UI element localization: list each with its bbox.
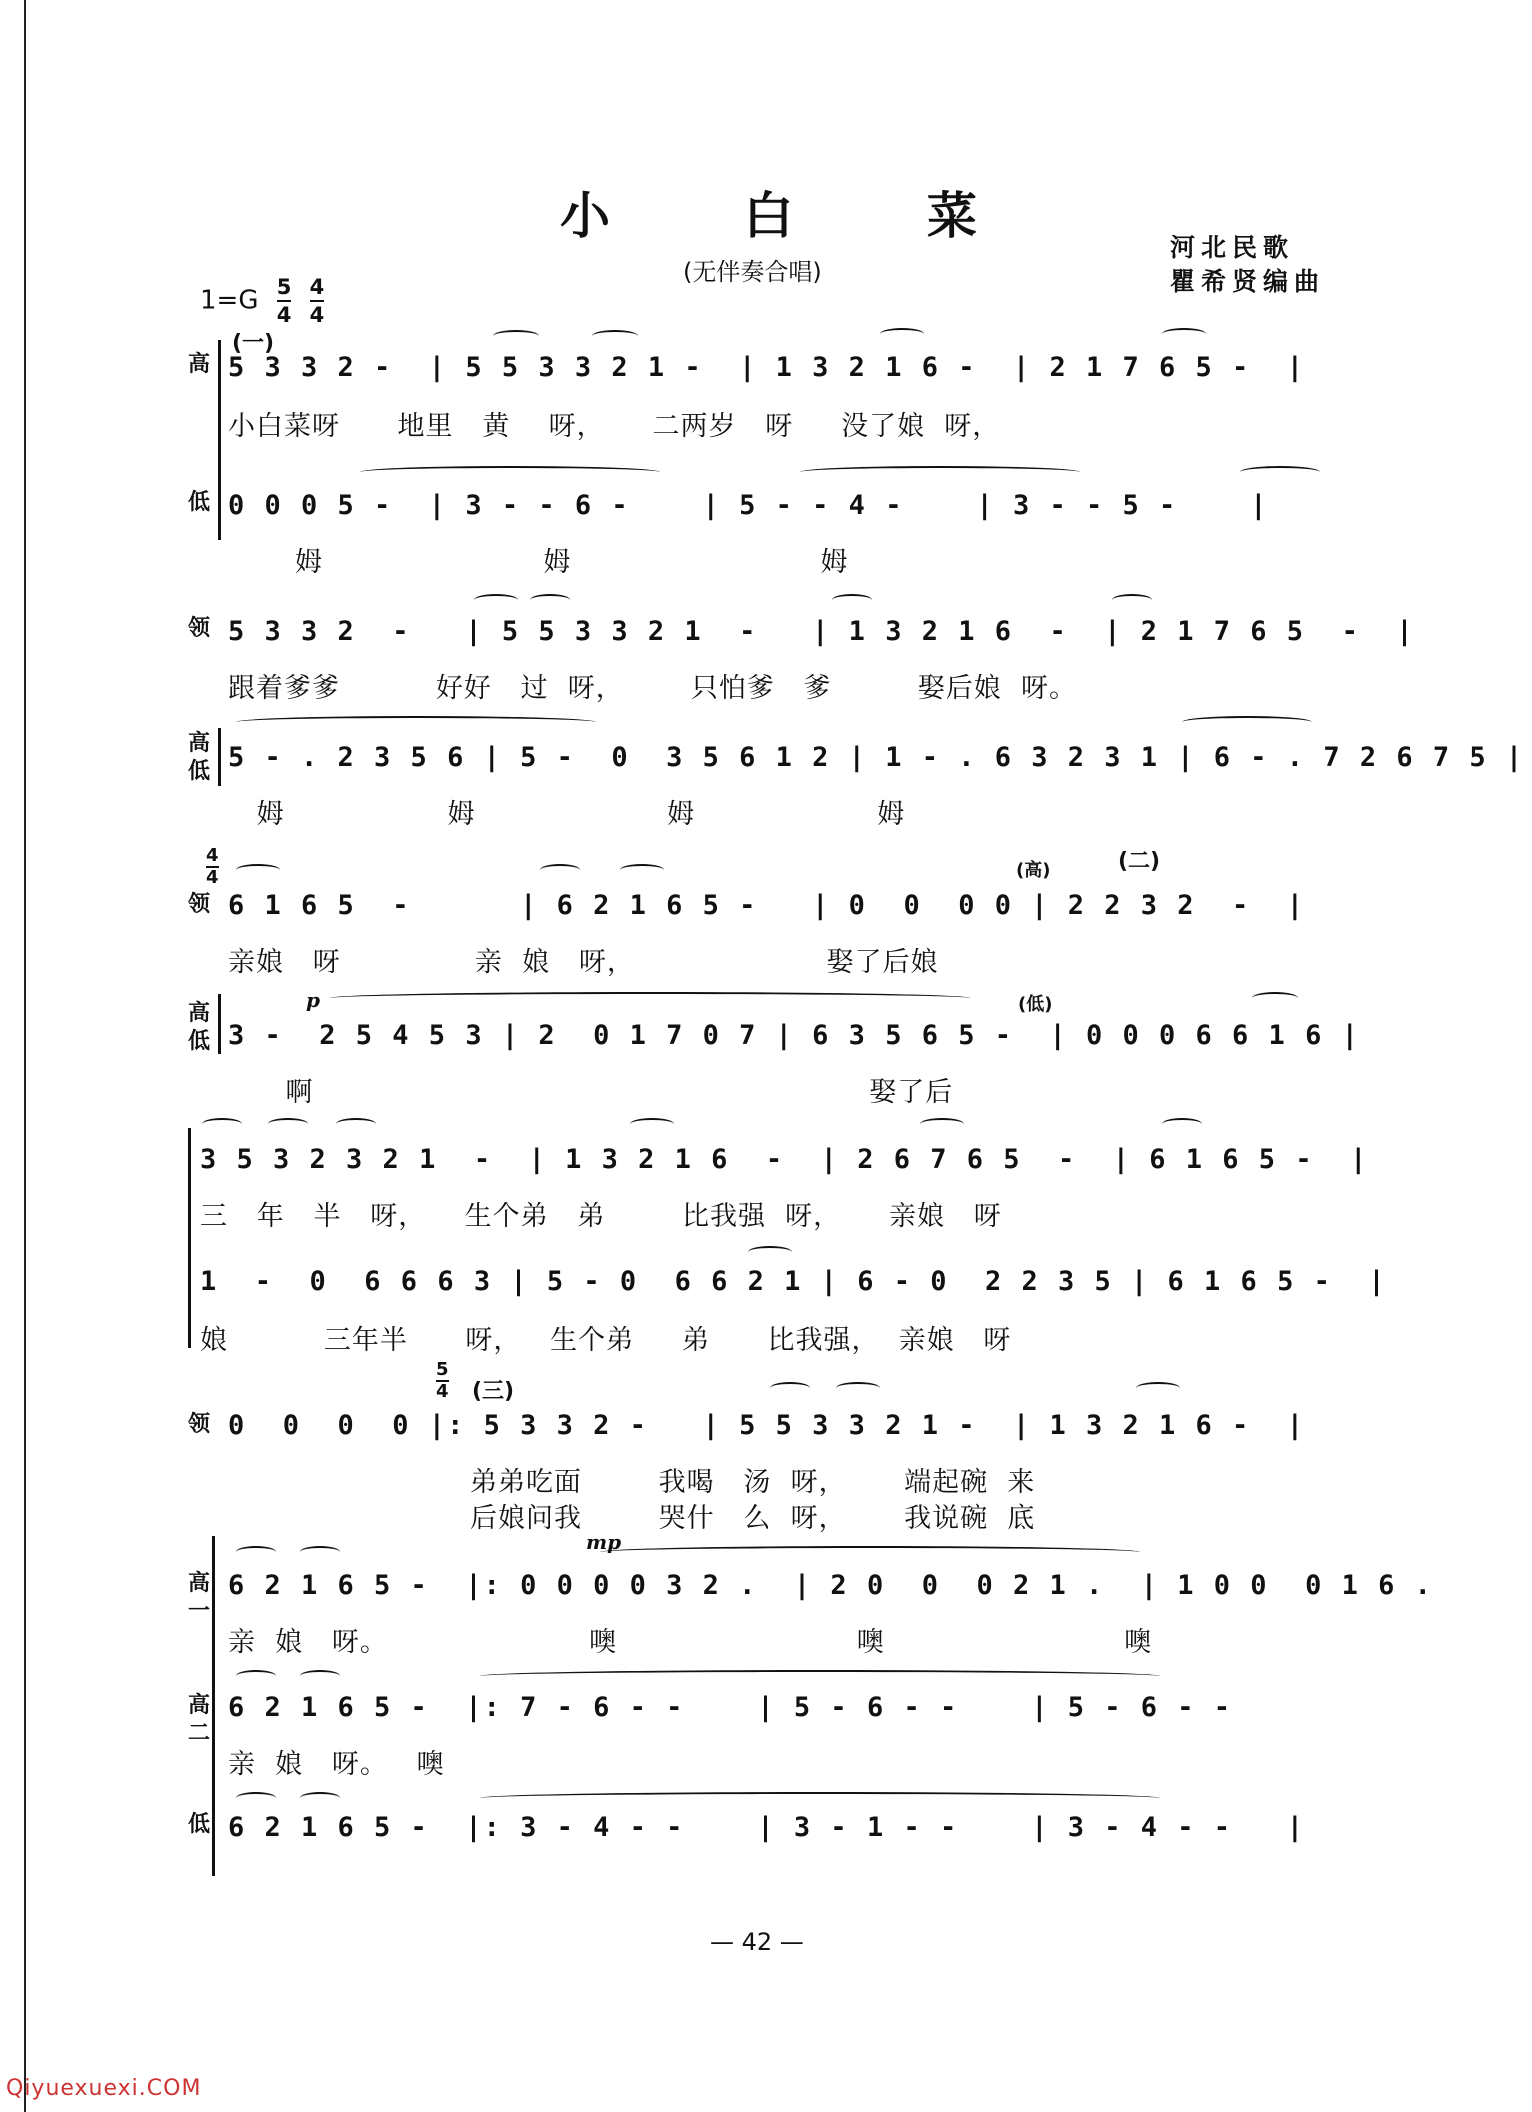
part-label-high-1: 高一 xyxy=(187,1571,210,1624)
staff-10-notes: 6 2 1 6 5 - |: 0 0 0 0 3 2 . | 2 0 0 0 2 1 . | 1 0 0 0 1 6 . xyxy=(228,1570,1433,1601)
staff-10-lyrics: 亲 娘 呀。 噢 噢 噢 xyxy=(228,1627,1153,1658)
key-signature xyxy=(200,274,324,328)
meter-change-num: 4 xyxy=(206,845,219,866)
staff-9-lyrics-verse-2: 后娘问我 哭什 么 呀， 我说碗 底 xyxy=(470,1503,1036,1534)
part-label-low: 低 xyxy=(187,490,210,515)
slur xyxy=(480,1792,1160,1804)
slur xyxy=(236,864,280,876)
meter-change xyxy=(206,846,219,888)
slur xyxy=(330,992,970,1004)
dynamic-p: p xyxy=(306,988,320,1012)
slur xyxy=(836,1382,880,1394)
meter-change-den: 4 xyxy=(436,1381,449,1402)
slur xyxy=(748,1246,792,1258)
slur xyxy=(236,716,596,728)
meter-b-den: 4 xyxy=(309,303,325,327)
meter-change xyxy=(436,1360,449,1402)
slur xyxy=(1136,1382,1180,1394)
staff-1-notes: 5 3 3 2 - | 5 5 3 3 2 1 - | 1 3 2 1 6 - | 2 1 7 6 5 - | xyxy=(228,352,1306,383)
credit-origin: 河北民歌 xyxy=(1170,233,1295,262)
slur xyxy=(920,1118,964,1130)
staff-2-lyrics: 姆 姆 姆 xyxy=(228,547,849,578)
slur xyxy=(1162,328,1206,340)
slur xyxy=(530,594,570,606)
slur xyxy=(770,1382,810,1394)
slur xyxy=(236,1792,276,1804)
slur xyxy=(202,1118,242,1130)
part-label-lead: 领 xyxy=(187,1412,210,1437)
key-text: 1=G xyxy=(200,285,259,316)
slur xyxy=(620,864,664,876)
meter-a-num: 5 xyxy=(277,274,292,302)
staff-11-notes: 6 2 1 6 5 - |: 7 - 6 - - | 5 - 6 - - | 5 - 6 - - xyxy=(228,1692,1233,1723)
part-label-high-low: 高低 xyxy=(187,1001,210,1054)
credit-arranger: 瞿希贤编曲 xyxy=(1170,267,1326,296)
staff-7-lyrics: 三 年 半 呀， 生个弟 弟 比我强 呀， 亲娘 呀 xyxy=(200,1201,1002,1232)
part-label-high: 高 xyxy=(187,352,210,377)
staff-9-notes: 0 0 0 0 |: 5 3 3 2 - | 5 5 3 3 2 1 - | 1 3 2 1 6 - | xyxy=(228,1410,1306,1441)
brace xyxy=(188,1128,195,1348)
slur xyxy=(474,594,518,606)
staff-6-notes: 3 - 2 5 4 5 3 | 2 0 1 7 0 7 | 6 3 5 6 5 - | 0 0 0 6 6 1 6 | xyxy=(228,1020,1360,1051)
staff-8-notes: 1 - 0 6 6 6 3 | 5 - 0 6 6 2 1 | 6 - 0 2 2 3 5 | 6 1 6 5 - | xyxy=(200,1266,1387,1297)
subtitle: (无伴奏合唱) xyxy=(683,258,822,286)
staff-3-lyrics: 跟着爹爹 好好 过 呀， 只怕爹 爹 娶后娘 呀。 xyxy=(228,673,1077,704)
staff-4-notes: 5 - . 2 3 5 6 | 5 - 0 3 5 6 1 2 | 1 - . 6 3 2 3 1 | 6 - . 7 2 6 7 5 | xyxy=(228,742,1525,773)
slur xyxy=(540,864,580,876)
staff-2-notes: 0 0 0 5 - | 3 - - 6 - | 5 - - 4 - | 3 - - 5 - | xyxy=(228,490,1269,521)
voice-mark-high: (高) xyxy=(1016,860,1051,881)
slur xyxy=(1182,716,1312,728)
slur xyxy=(300,1546,340,1558)
watermark: Qiyuexuexi.COM xyxy=(6,2076,202,2101)
brace xyxy=(218,994,225,1054)
meter-b xyxy=(310,274,325,328)
part-label-high-low: 高低 xyxy=(187,731,210,784)
part-label-lead: 领 xyxy=(187,892,210,917)
part-label-lead: 领 xyxy=(187,616,210,641)
section-2-mark: (二) xyxy=(1118,849,1161,874)
meter-change-num: 5 xyxy=(436,1359,449,1380)
staff-4-lyrics: 姆 姆 姆 姆 xyxy=(228,799,906,830)
staff-12-notes: 6 2 1 6 5 - |: 3 - 4 - - | 3 - 1 - - | 3 - 4 - - | xyxy=(228,1812,1306,1843)
slur xyxy=(480,1670,1160,1682)
staff-11-lyrics: 亲 娘 呀。 噢 xyxy=(228,1749,445,1780)
staff-5-notes: 6 1 6 5 - | 6 2 1 6 5 - | 0 0 0 0 | 2 2 3 2 - | xyxy=(228,890,1306,921)
slur xyxy=(592,330,638,342)
meter-a xyxy=(277,274,292,328)
slur xyxy=(1162,1118,1202,1130)
slur xyxy=(493,330,539,342)
voice-mark-low: (低) xyxy=(1018,994,1053,1015)
dynamic-mp: mp xyxy=(586,1530,622,1554)
slur xyxy=(300,1792,340,1804)
slur xyxy=(236,1546,276,1558)
slur xyxy=(832,594,872,606)
slur xyxy=(630,1118,674,1130)
slur xyxy=(360,466,660,478)
staff-5-lyrics: 亲娘 呀 亲 娘 呀， 娶了后娘 xyxy=(228,947,939,978)
page-margin-line xyxy=(24,0,26,2112)
section-1-mark: (一) xyxy=(232,331,275,356)
slur xyxy=(236,1670,276,1682)
slur xyxy=(268,1118,308,1130)
brace xyxy=(218,340,225,540)
slur xyxy=(880,328,924,340)
song-title: 小 白 菜 xyxy=(560,186,1035,245)
staff-3-notes: 5 3 3 2 - | 5 5 3 3 2 1 - | 1 3 2 1 6 - | 2 1 7 6 5 - | xyxy=(228,616,1415,647)
slur xyxy=(600,1546,1140,1558)
meter-a-den: 4 xyxy=(276,303,292,327)
slur xyxy=(336,1118,376,1130)
brace xyxy=(218,728,225,786)
staff-6-lyrics: 啊 娶了后 xyxy=(228,1077,954,1108)
meter-change-den: 4 xyxy=(206,867,219,888)
slur xyxy=(1112,594,1152,606)
slur xyxy=(300,1670,340,1682)
meter-b-num: 4 xyxy=(310,274,325,302)
slur xyxy=(1240,466,1320,478)
section-3-mark: (三) xyxy=(472,1379,515,1404)
brace xyxy=(212,1536,219,1876)
staff-7-notes: 3 5 3 2 3 2 1 - | 1 3 2 1 6 - | 2 6 7 6 5 - | 6 1 6 5 - | xyxy=(200,1144,1369,1175)
part-label-high-2: 高二 xyxy=(187,1693,210,1746)
staff-1-lyrics: 小白菜呀 地里 黄 呀， 二两岁 呀 没了娘 呀， xyxy=(228,411,1001,442)
page-number: — 42 — xyxy=(710,1928,804,1956)
slur xyxy=(1252,992,1298,1004)
staff-9-lyrics-verse-1: 弟弟吃面 我喝 汤 呀， 端起碗 来 xyxy=(470,1467,1036,1498)
slur xyxy=(800,466,1080,478)
part-label-low: 低 xyxy=(187,1812,210,1837)
staff-8-lyrics: 娘 三年半 呀， 生个弟 弟 比我强， 亲娘 呀 xyxy=(200,1325,1012,1356)
